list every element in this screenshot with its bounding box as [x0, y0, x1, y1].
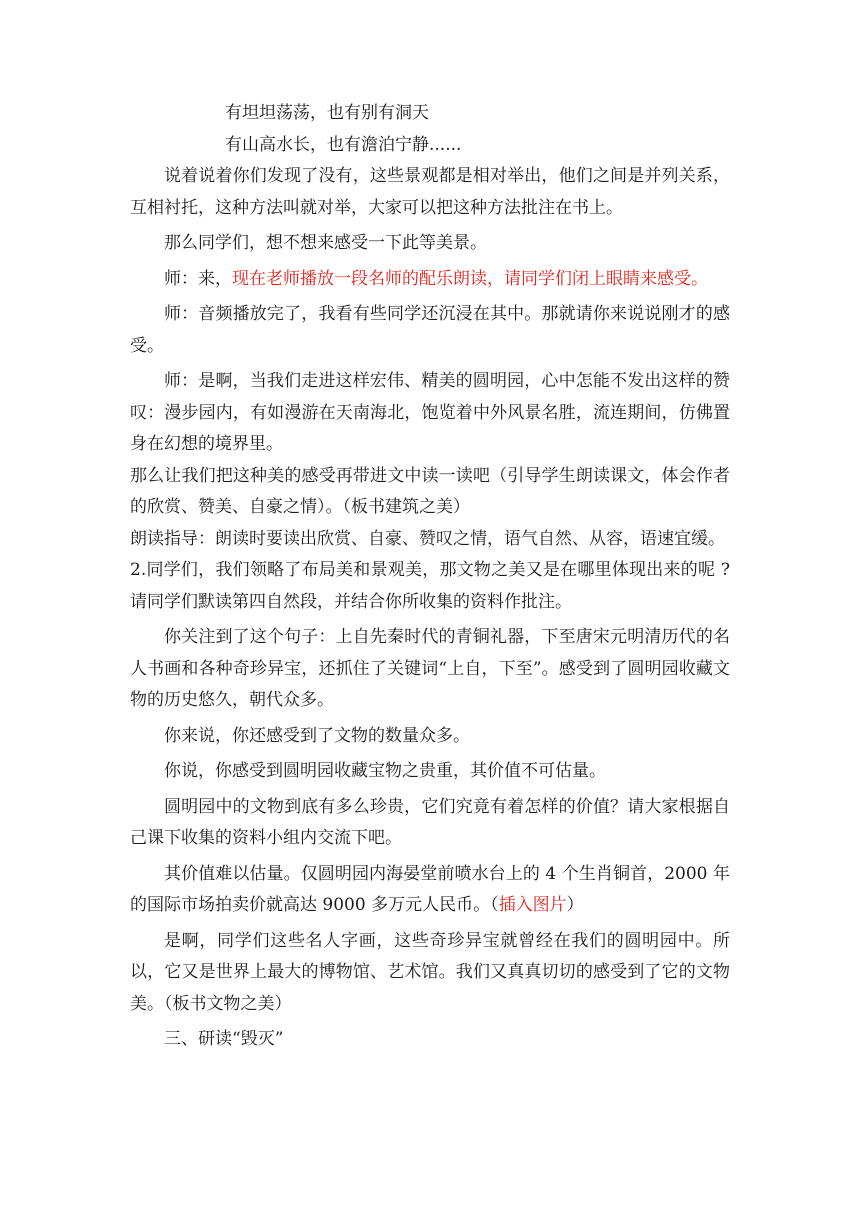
document-page — [130, 98, 730, 1056]
paragraph-invite: 那么同学们，想不想来感受一下此等美景。 — [164, 233, 487, 253]
highlight-audio-instruction: 现在老师播放一段名师的配乐朗读，请同学们闭上眼睛来感受。 — [232, 268, 708, 289]
paragraph-audio-finished: 师：音频播放完了，我看有些同学还沉浸在其中。那就请你来说说刚才的感受。 — [130, 304, 730, 356]
paragraph-group-discussion: 圆明园中的文物到底有多么珍贵，它们究竟有着怎样的价值？请大家根据自己课下收集的资料小组内交流下吧。 — [130, 796, 730, 848]
paragraph-read-again: 那么让我们把这种美的感受再带进文中读一读吧（引导学生朗读课文，体会作者的欣赏、赞美、自豪之情）。（板书建筑之美） — [130, 465, 730, 517]
paragraph-reading-guide: 朗读指导：朗读时要读出欣赏、自豪、赞叹之情，语气自然、从容，语速宜缓。 — [130, 528, 725, 549]
verse-line-2: 有山高水长，也有澹泊宁静...... — [225, 134, 462, 155]
paragraph-parallel-method: 说着说着你们发现了没有，这些景观都是相对举出，他们之间是并列关系，互相衬托，这种方法叫就对举，大家可以把这种方法批注在书上。 — [130, 166, 730, 218]
paragraph-teacher-audio — [130, 264, 730, 296]
paragraph-value: 你说，你感受到圆明园收藏宝物之贵重，其价值不可估量。 — [164, 761, 606, 781]
paragraph-museum: 是啊，同学们这些名人字画，这些奇珍异宝就曾经在我们的圆明园中。所以，它又是世界上最大的博物馆、艺术馆。我们又真真切切的感受到了它的文物美。（板书文物之美） — [130, 930, 730, 1014]
bronze-heads-close: ） — [566, 895, 584, 915]
teacher-prefix: 师：来， — [164, 268, 232, 289]
highlight-insert-image: 插入图片 — [498, 895, 567, 915]
paragraph-key-sentence: 你关注到了这个句子：上自先秦时代的青铜礼器，下至唐宋元明清历代的名人书画和各种奇珍异宝，还抓住了关键词“上自，下至”。感受到了圆明园收藏文物的历史悠久，朝代众多。 — [130, 627, 730, 710]
paragraph-quantity: 你来说，你还感受到了文物的数量众多。 — [164, 725, 470, 746]
paragraph-artifacts-question: 2.同学们，我们领略了布局美和景观美，那文物之美又是在哪里体现出来的呢 ?请同学们默读第四自然段，并结合你所收集的资料作批注。 — [130, 560, 730, 612]
paragraph-admiration: 师：是啊，当我们走进这样宏伟、精美的圆明园，心中怎能不发出这样的赞叹：漫步园内，有如漫游在天南海北，饱览着中外风景名胜，流连期间，仿佛置身在幻想的境界里。 — [130, 371, 730, 454]
verse-line-1: 有坦坦荡荡，也有别有洞天 — [225, 103, 429, 123]
section-heading-destruction: 三、研读“毁灭” — [164, 1029, 284, 1049]
paragraph-bronze-heads — [130, 859, 730, 922]
bronze-heads-text: 其价值难以估量。仅圆明园内海晏堂前喷水台上的 4 个生肖铜首，2000 年的国际市场拍卖价就高达 9000 多万元人民币。（ — [130, 863, 730, 915]
